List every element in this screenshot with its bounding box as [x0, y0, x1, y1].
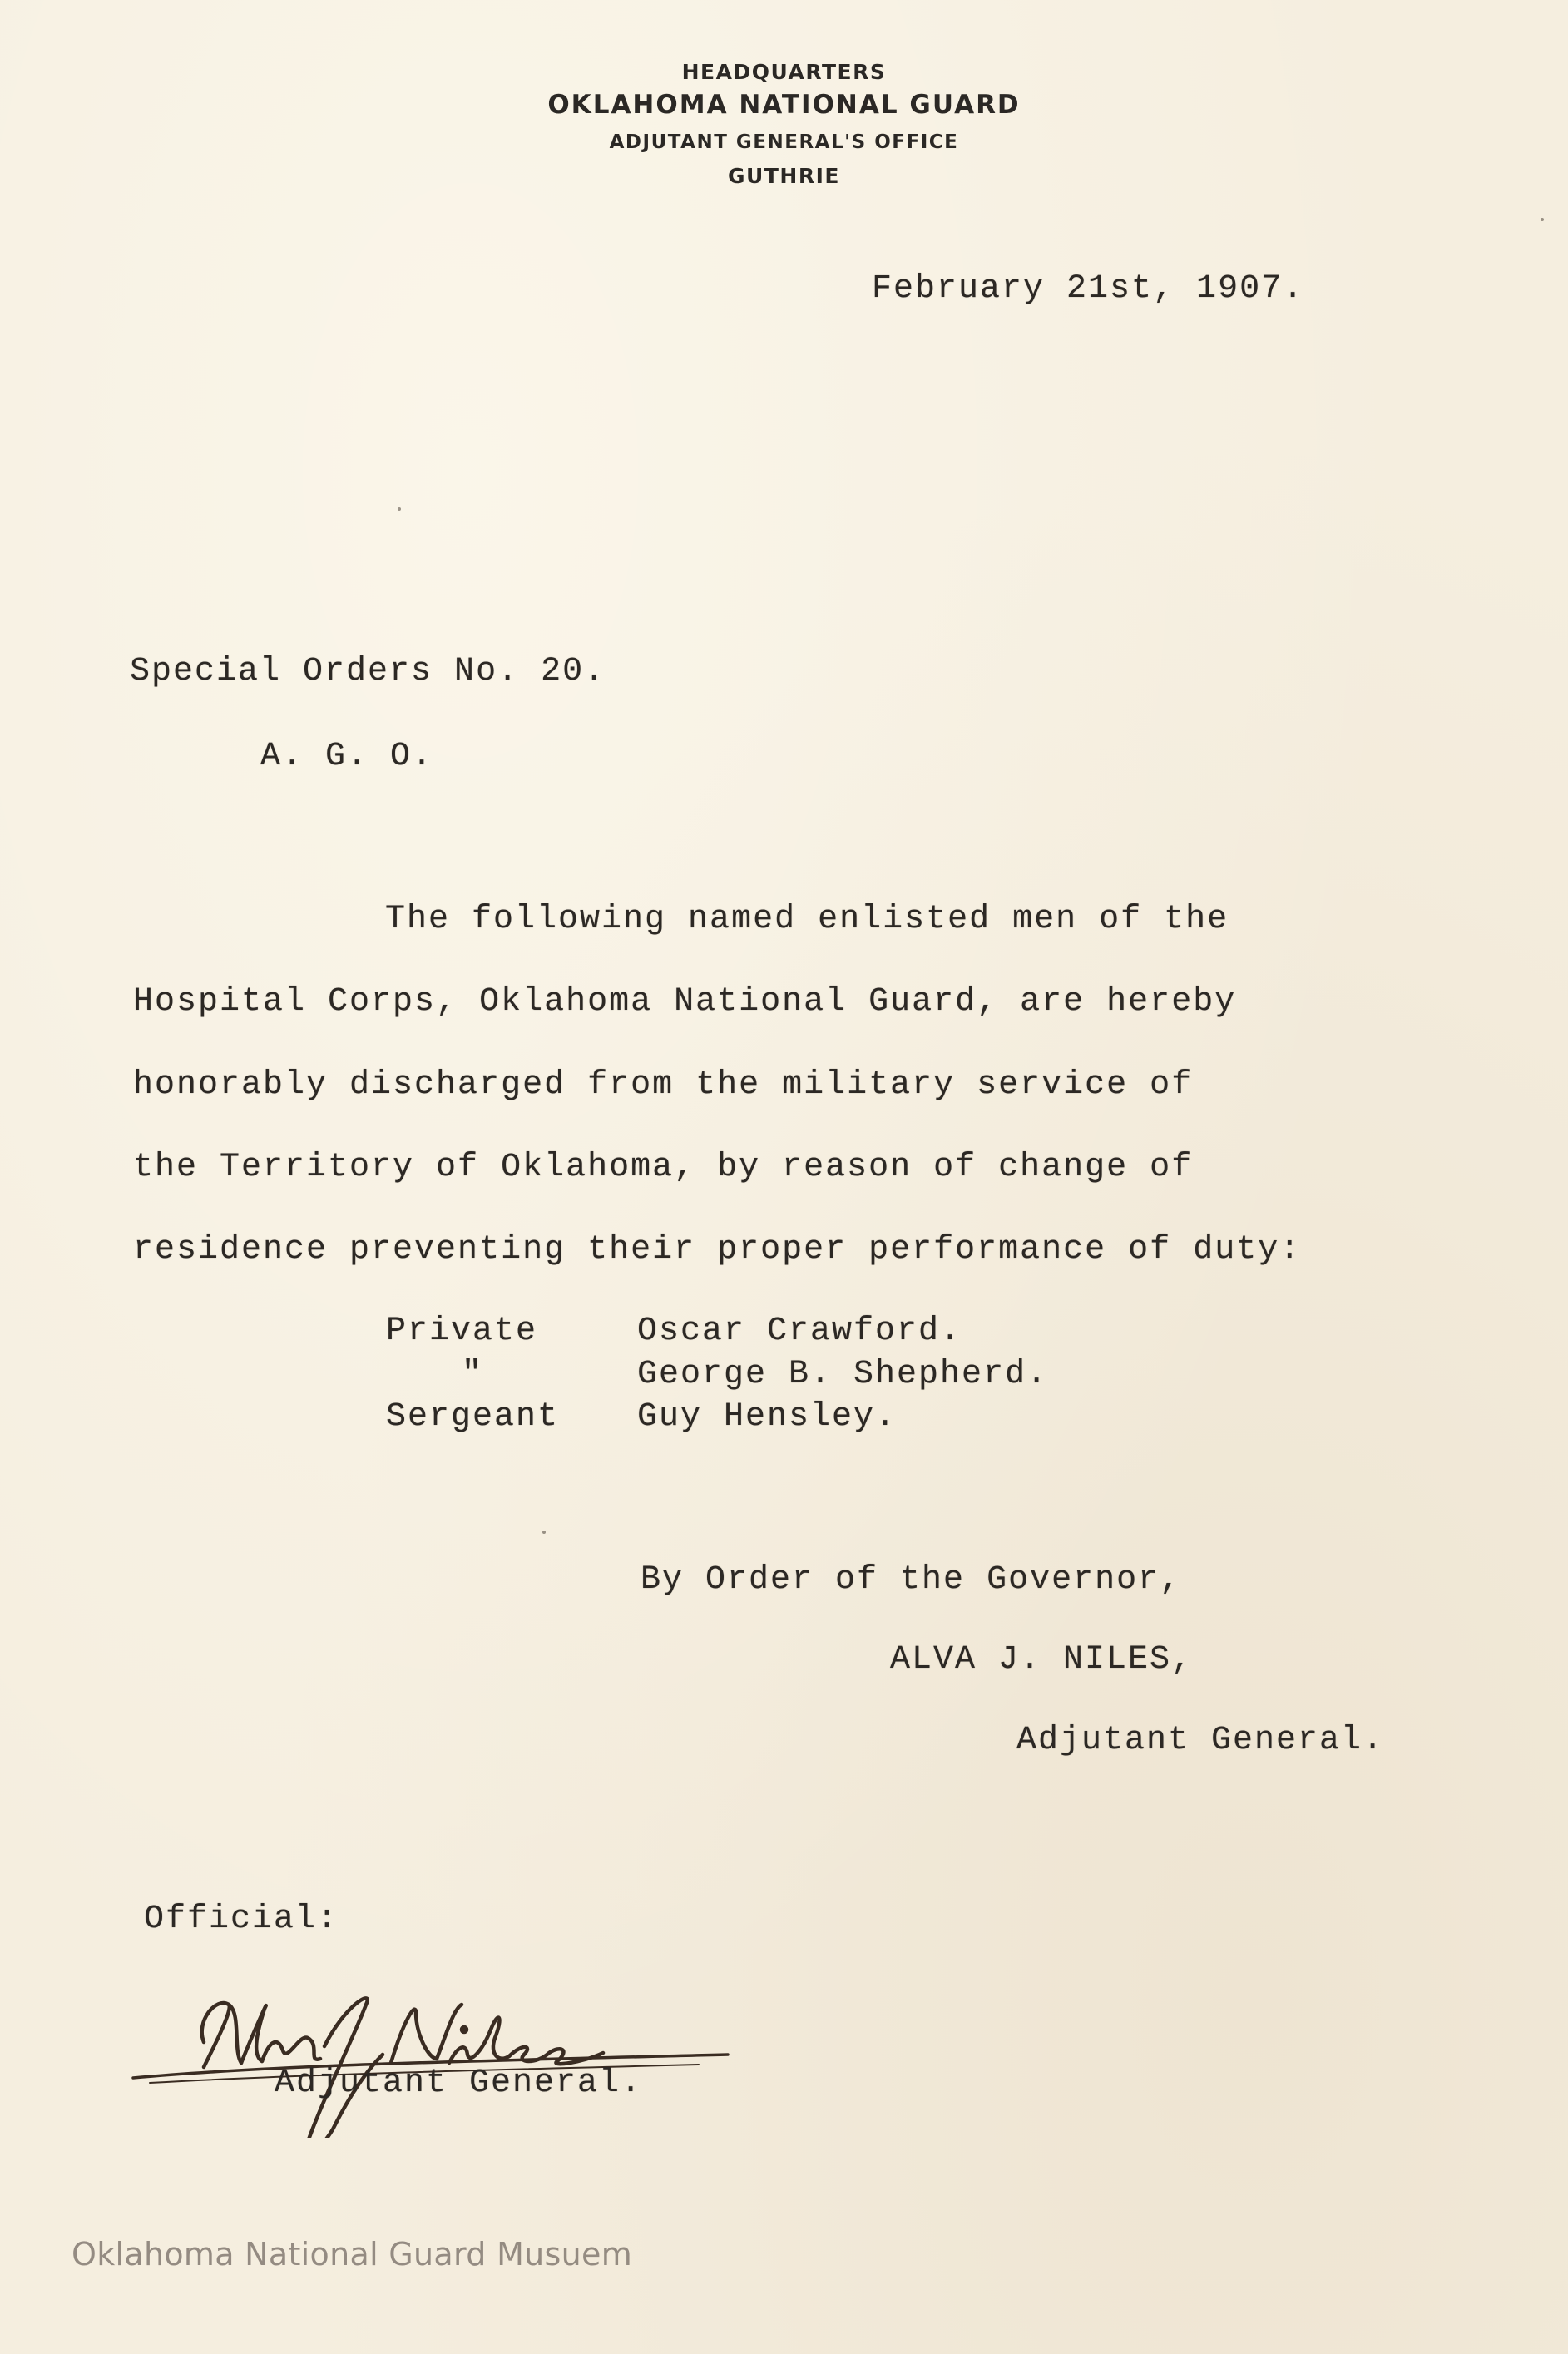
letterhead-headquarters: HEADQUARTERS: [681, 60, 887, 84]
signer-name: ALVA J. NILES,: [890, 1641, 1194, 1679]
discharged-name: Guy Hensley.: [637, 1398, 898, 1436]
special-orders-title: Special Orders No. 20.: [130, 653, 606, 690]
official-signature-title: Adjutant General.: [275, 2065, 643, 2102]
discharged-name: Oscar Crawford.: [637, 1313, 962, 1350]
body-line: Hospital Corps, Oklahoma National Guard, are hereby: [133, 983, 1237, 1021]
letterhead-city: GUTHRIE: [728, 164, 840, 188]
paper-speck: [1541, 218, 1544, 221]
body-line: The following named enlisted men of the: [385, 901, 1229, 938]
letter-date: February 21st, 1907.: [872, 270, 1305, 308]
by-order-line: By Order of the Governor,: [641, 1561, 1182, 1599]
discharged-name: George B. Shepherd.: [637, 1356, 1049, 1393]
body-line: the Territory of Oklahoma, by reason of change of: [133, 1149, 1194, 1186]
letterhead-office: ADJUTANT GENERAL'S OFFICE: [609, 131, 959, 153]
discharged-rank: Private: [386, 1313, 538, 1350]
discharged-rank: ": [462, 1356, 484, 1393]
body-line: residence preventing their proper performance of duty:: [133, 1231, 1302, 1268]
paper-speck: [542, 1531, 546, 1534]
letterhead-organization: OKLAHOMA NATIONAL GUARD: [547, 90, 1021, 120]
discharged-rank: Sergeant: [386, 1398, 560, 1436]
paper-speck: [398, 507, 401, 511]
issuing-office: A. G. O.: [260, 738, 434, 775]
signer-title: Adjutant General.: [1016, 1722, 1385, 1759]
body-line: honorably discharged from the military service of: [133, 1066, 1194, 1104]
official-label: Official:: [144, 1901, 339, 1938]
museum-watermark: Oklahoma National Guard Musuem: [72, 2236, 633, 2272]
handwritten-signature: [116, 1971, 749, 2138]
